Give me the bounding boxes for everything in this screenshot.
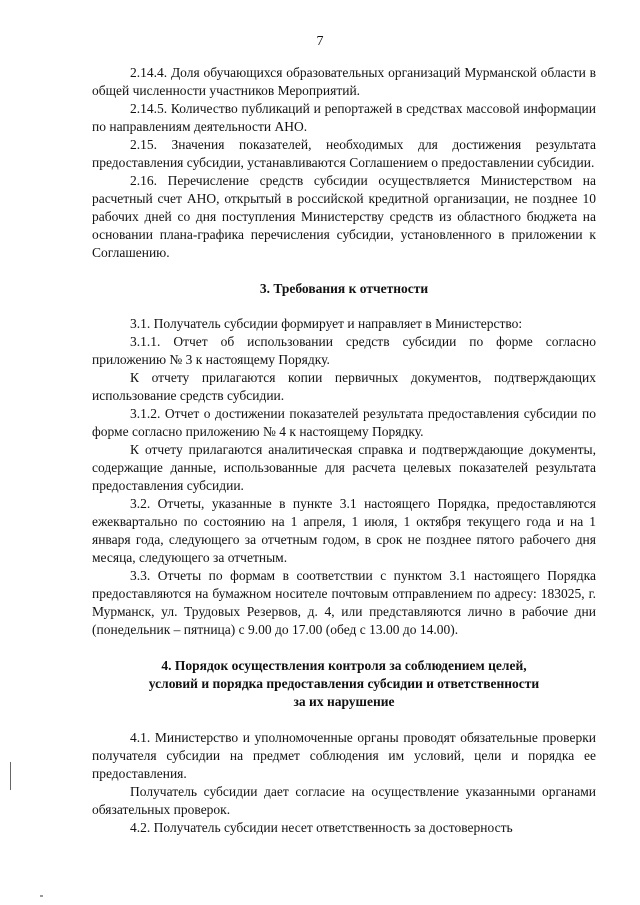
paragraph-3-3: 3.3. Отчеты по формам в соответствии с пунктом 3.1 настоящего Порядка предоставляются на бумажном носителе почтовым отправлением по адресу: 183025, г. Мурманск, ул. Трудовых Резервов, д. 4, или представляются лично в рабочие дни (понедельник – пятница) с 9.00 до 17.00 (обед с 13.00 до 14.00). [92,568,596,637]
paragraph-2-16: 2.16. Перечисление средств субсидии осуществляется Министерством на расчетный счет АНО, открытый в российской кредитной организации, не позднее 10 рабочих дней со дня поступления Министерству средств из областного бюджета на основании плана-графика перечисления субсидии, установленного в приложении к Соглашению. [92,173,596,260]
page-number: 7 [316,34,324,49]
paragraph-3-1-1-attachment: К отчету прилагаются копии первичных документов, подтверждающих использование средств субсидии. [92,370,596,403]
paragraph-3-1-2: 3.1.2. Отчет о достижении показателей результата предоставления субсидии по форме согласно приложению № 4 к настоящему Порядку. [92,406,596,439]
paragraph-2-15: 2.15. Значения показателей, необходимых для достижения результата предоставления субсидии, устанавливаются Соглашением о предоставлении субсидии. [92,137,596,170]
paragraph-3-1-2-attachment: К отчету прилагаются аналитическая справка и подтверждающие документы, содержащие данные, использованные для расчета целевых показателей результата предоставления субсидии. [92,442,596,493]
page-content [92,64,596,837]
paragraph-2-14-4: 2.14.4. Доля обучающихся образовательных организаций Мурманской области в общей численности участников Мероприятий. [92,65,596,98]
section-3-heading: 3. Требования к отчетности [259,281,429,296]
section-4-heading-line: условий и порядка предоставления субсидии и ответственности [148,676,540,691]
corner-scan-mark [40,895,43,897]
paragraph-3-2: 3.2. Отчеты, указанные в пункте 3.1 настоящего Порядка, предоставляются ежеквартально по состоянию на 1 апреля, 1 июля, 1 октября текущего года и на 1 января года, следующего за отчетным годом, в срок не позднее пятого рабочего дня месяца, следующего за отчетным. [92,496,596,565]
paragraph-2-14-5: 2.14.5. Количество публикаций и репортажей в средствах массовой информации по направлениям деятельности АНО. [92,101,596,134]
section-4-heading-line: 4. Порядок осуществления контроля за соблюдением целей, [161,658,527,673]
section-4-heading [92,657,596,711]
margin-scan-mark [10,762,11,790]
paragraph-4-1-consent: Получатель субсидии дает согласие на осуществление указанными органами обязательных проверок. [92,784,596,817]
paragraph-3-1: 3.1. Получатель субсидии формирует и направляет в Министерство: [130,316,523,331]
paragraph-4-2: 4.2. Получатель субсидии несет ответственность за достоверность [130,820,513,835]
section-4-heading-line: за их нарушение [293,694,395,709]
paragraph-4-1: 4.1. Министерство и уполномоченные органы проводят обязательные проверки получателя субсидии на предмет соблюдения им условий, цели и порядка ее предоставления. [92,730,596,781]
paragraph-3-1-1: 3.1.1. Отчет об использовании средств субсидии по форме согласно приложению № 3 к настоящему Порядку. [92,334,596,367]
